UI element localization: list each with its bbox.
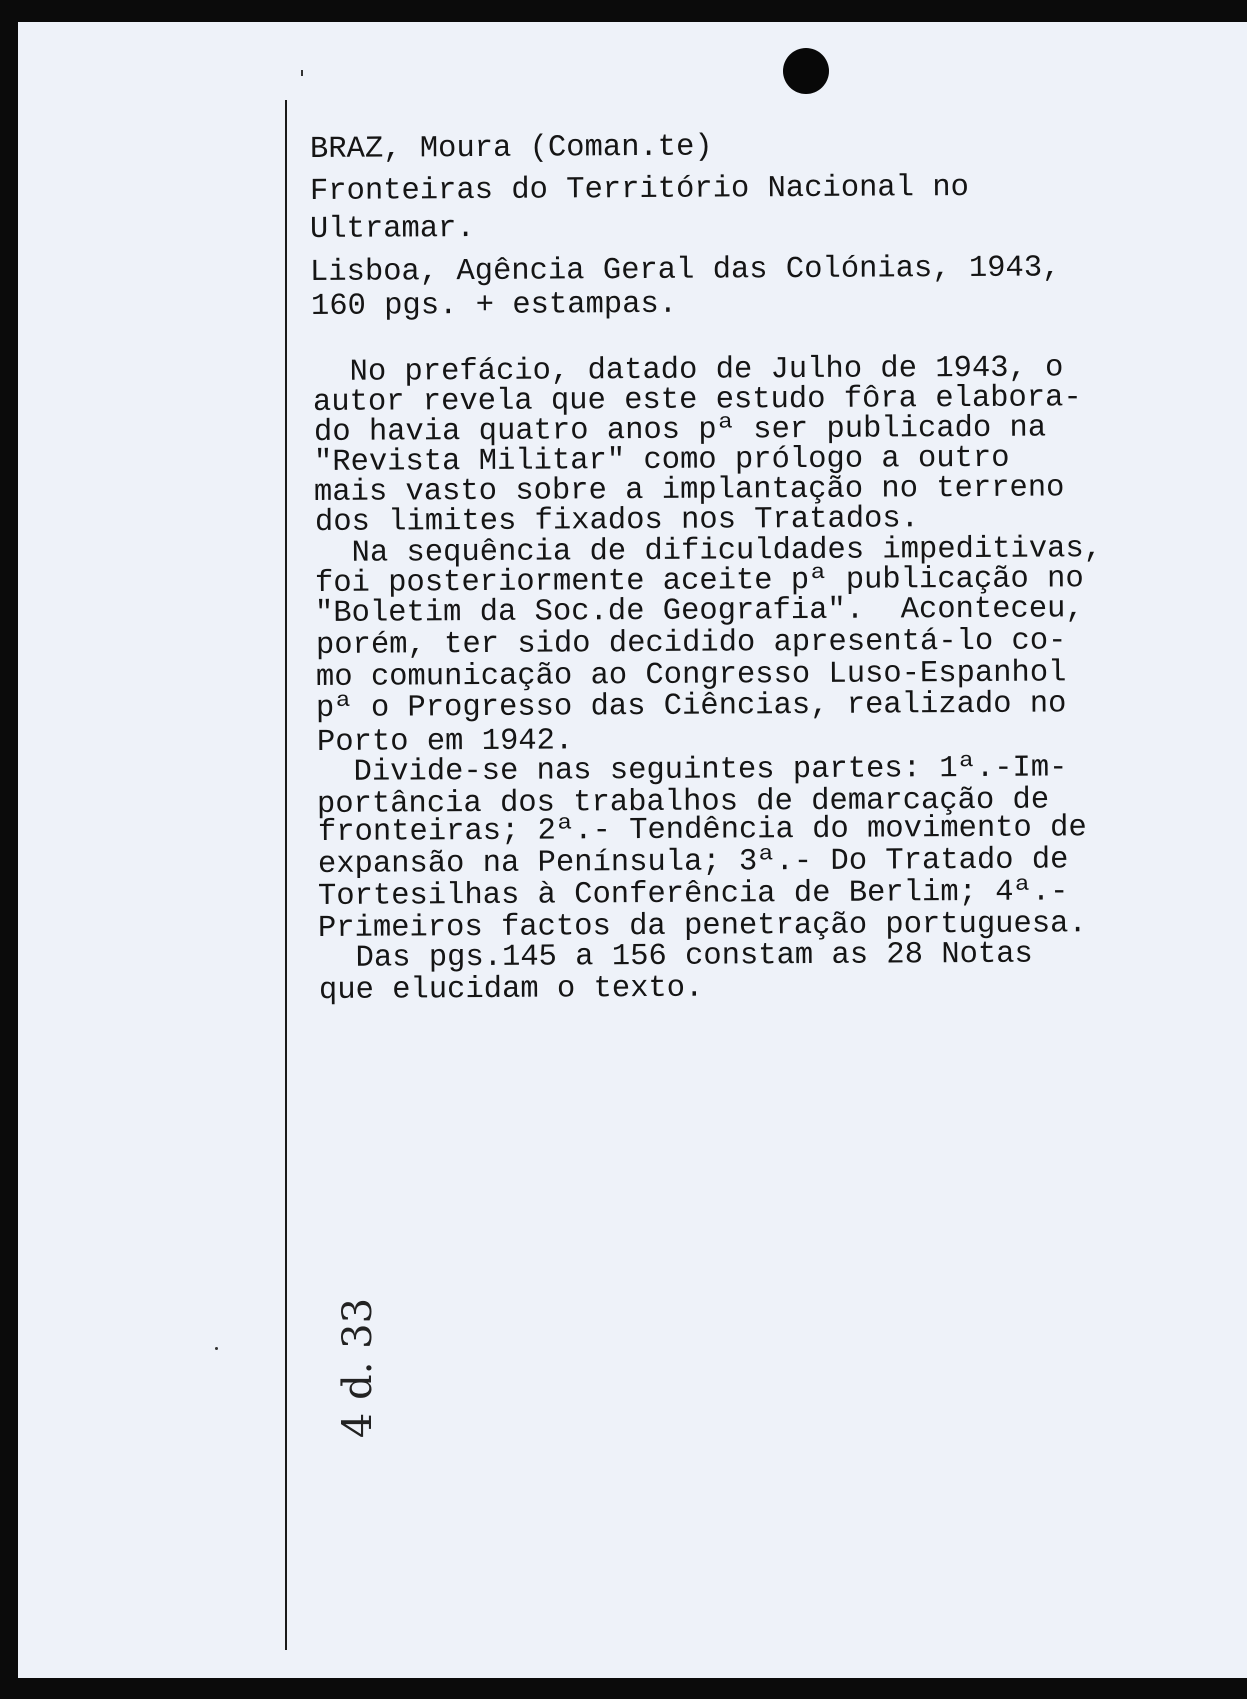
body-line: Das pgs.145 a 156 constam as 28 Notas xyxy=(318,937,1033,976)
body-line: autor revela que este estudo fôra elabora- xyxy=(312,381,1082,420)
title-line: Ultramar. xyxy=(309,211,475,247)
body-line: pª o Progresso das Ciências, realizado no xyxy=(315,687,1067,726)
body-line: foi posteriormente aceite pª publicação no xyxy=(314,562,1084,601)
body-line: porém, ter sido decidido apresentá-lo co- xyxy=(315,624,1067,663)
body-line: Na sequência de dificuldades impeditivas, xyxy=(314,532,1103,571)
body-line: Primeiros factos da penetração portuguesa. xyxy=(317,907,1087,946)
body-line: mo comunicação ao Congresso Luso-Espanhol xyxy=(315,656,1067,695)
imprint-line: Lisboa, Agência Geral das Colónias, 1943, xyxy=(309,251,1061,290)
body-line: mais vasto sobre a implantação no terreno xyxy=(313,471,1065,510)
handwritten-call-number: 4 d. 33 xyxy=(335,1297,381,1439)
body-line: do havia quatro anos pª ser publicado na xyxy=(313,411,1047,450)
body-line: expansão na Península; 3ª.- Do Tratado de xyxy=(317,843,1069,882)
body-line: No prefácio, datado de Julho de 1943, o xyxy=(312,351,1064,390)
imprint-line: 160 pgs. + estampas. xyxy=(310,287,678,324)
body-line: "Boletim da Soc.de Geografia". Aconteceu, xyxy=(314,592,1084,631)
margin-rule xyxy=(285,100,287,1650)
body-line: que elucidam o texto. xyxy=(318,971,704,1008)
margin-dot xyxy=(215,1347,218,1350)
body-line: Tortesilhas à Conferência de Berlim; 4ª.- xyxy=(317,875,1069,914)
body-line: portância dos trabalhos de demarcação de xyxy=(316,783,1050,822)
body-line: dos limites fixados nos Tratados. xyxy=(314,502,920,540)
body-line: "Revista Militar" como prólogo a outro xyxy=(313,441,1010,480)
punch-hole xyxy=(783,48,829,94)
title-line: Fronteiras do Território Nacional no xyxy=(309,170,970,209)
author-line: BRAZ, Moura (Coman.te) xyxy=(309,130,713,167)
margin-tick xyxy=(301,70,303,76)
body-line: Porto em 1942. xyxy=(316,724,574,760)
body-line: Divide-se nas seguintes partes: 1ª.-Im- xyxy=(316,751,1068,790)
body-line: fronteiras; 2ª.- Tendência do movimento de xyxy=(317,811,1087,850)
